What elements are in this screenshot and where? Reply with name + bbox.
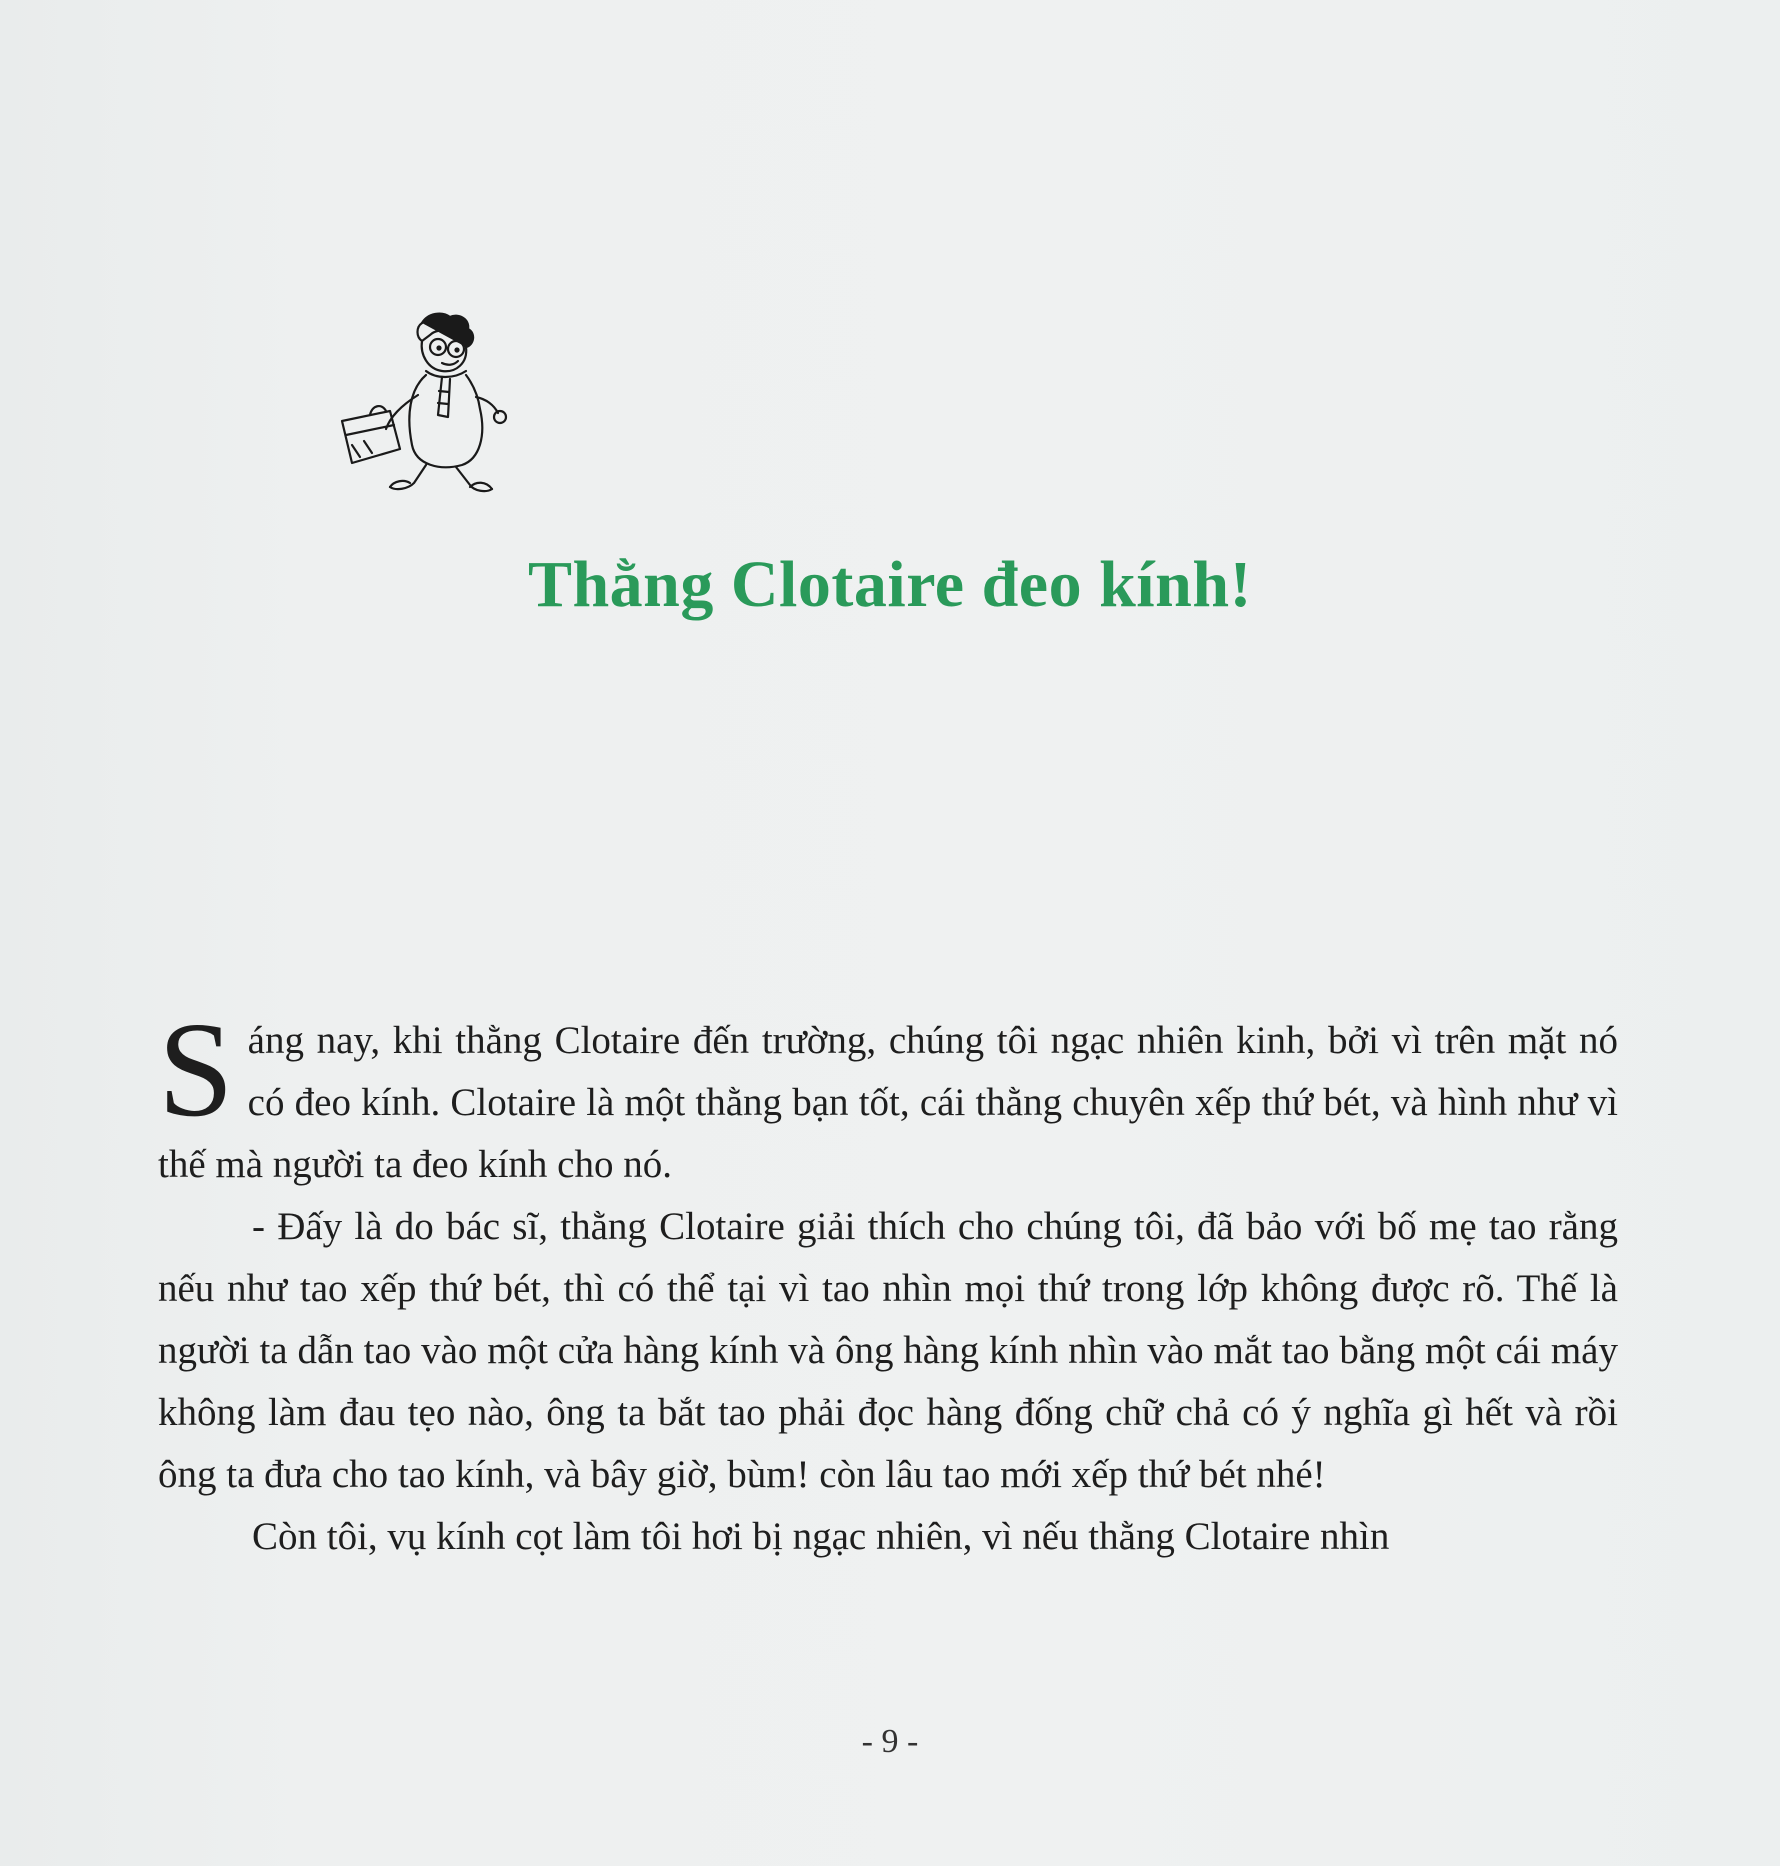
chapter-body — [158, 995, 1618, 1568]
paragraph — [158, 995, 1618, 1196]
paragraph: - Đấy là do bác sĩ, thằng Clotaire giải thích cho chúng tôi, đã bảo với bố mẹ tao rằng nếu như tao xếp thứ bét, thì có thể tại vì tao nhìn mọi thứ trong lớp không được rõ. Thế là người ta dẫn tao vào một cửa hàng kính và ông hàng kính nhìn vào mắt tao bằng một cái máy không làm đau tẹo nào, ông ta bắt tao phải đọc hàng đống chữ chả có ý nghĩa gì hết và rồi ông ta đưa cho tao kính, và bây giờ, bùm! còn lâu tao mới xếp thứ bét nhé! — [158, 1205, 1618, 1496]
page-number: - 9 - — [861, 1723, 919, 1760]
drop-cap: S — [158, 995, 234, 1145]
boy-with-glasses-and-schoolbag-drawing — [330, 305, 530, 505]
paragraph-text: áng nay, khi thằng Clotaire đến trường, chúng tôi ngạc nhiên kinh, bởi vì trên mặt nó có đeo kính. Clotaire là một thằng bạn tốt, cái thằng chuyên xếp thứ bét, và hình như vì thế mà người ta đeo kính cho nó. — [158, 1019, 1618, 1186]
chapter-title: Thằng Clotaire đeo kính! — [527, 548, 1253, 621]
paragraph: Còn tôi, vụ kính cọt làm tôi hơi bị ngạc nhiên, vì nếu thằng Clotaire nhìn — [252, 1515, 1390, 1558]
